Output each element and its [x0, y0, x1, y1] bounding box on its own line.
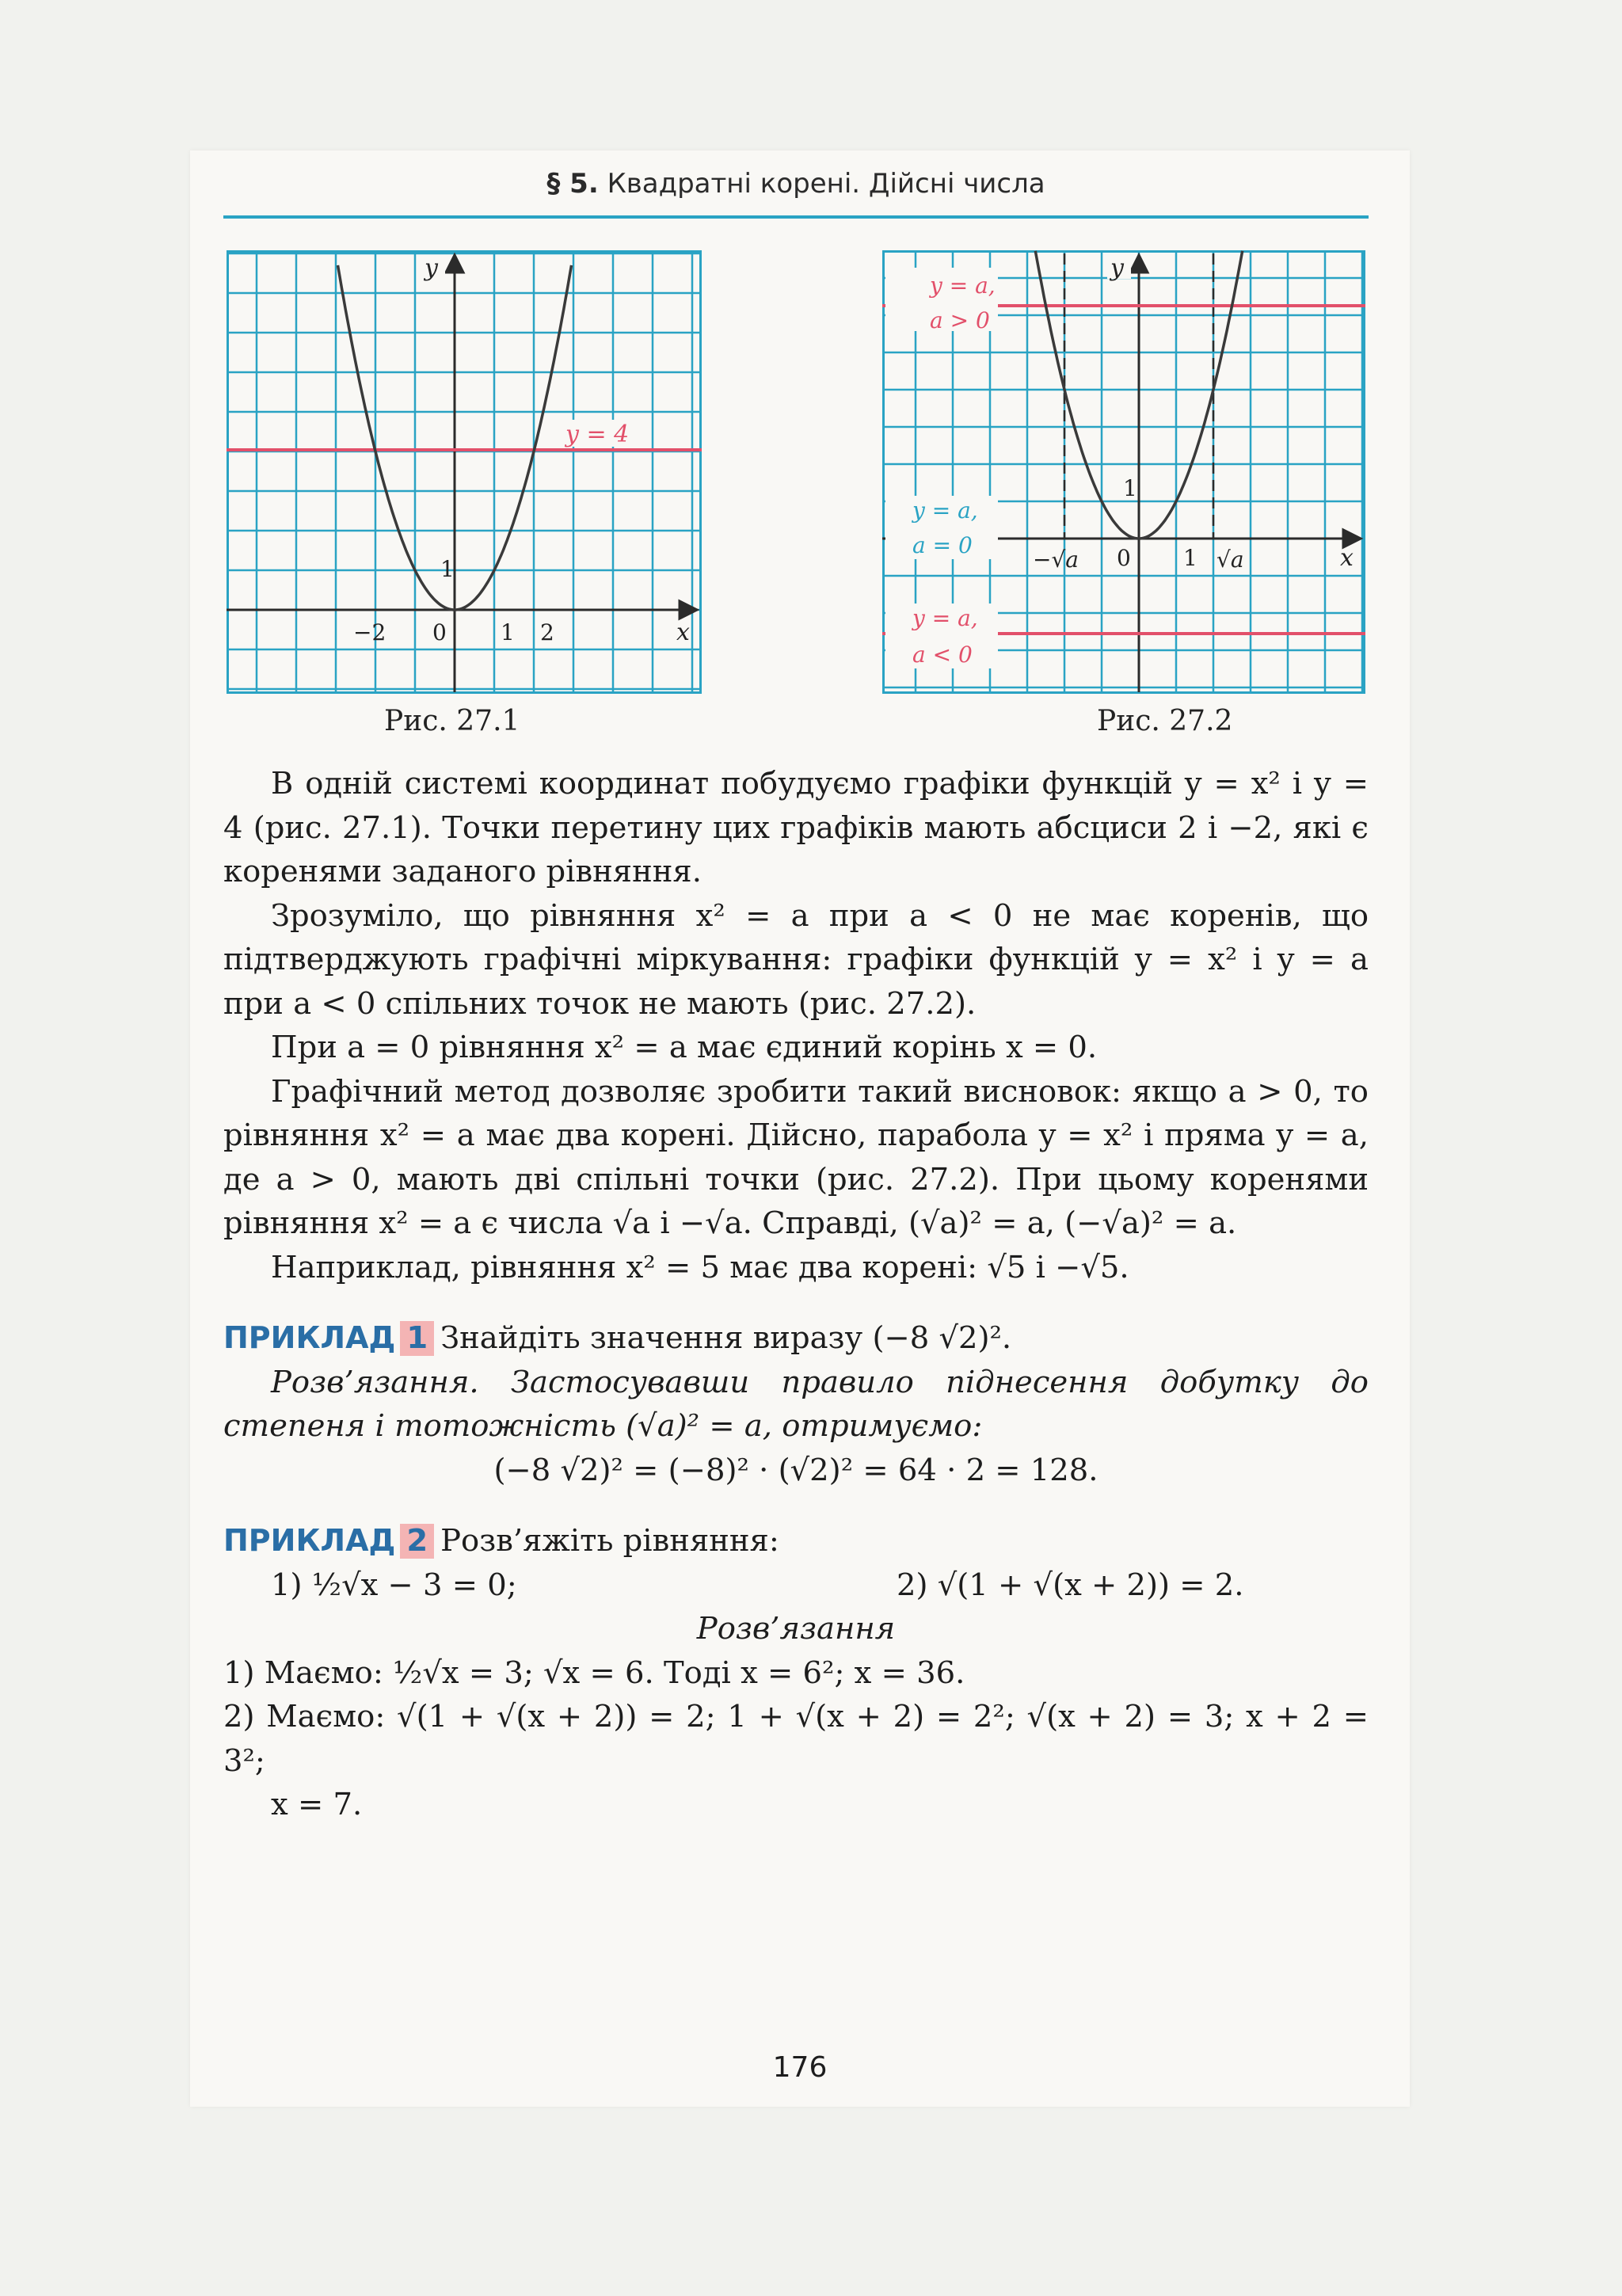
grid: [227, 250, 702, 694]
example-1-header: [223, 1316, 1369, 1361]
solution-2-end: x = 7.: [271, 1787, 363, 1822]
section-title: Квадратні корені. Дійсні числа: [607, 168, 1045, 200]
y-axis-label: y: [425, 254, 438, 282]
label-neg-1: y = a,: [912, 605, 978, 631]
line-label-y4: y = 4: [565, 421, 630, 448]
section-number: § 5.: [546, 168, 599, 200]
header-rule: [223, 215, 1369, 219]
paragraph-3: При a = 0 рівняння x² = a має єдиний корінь x = 0.: [271, 1030, 1098, 1065]
caption-27-1: Рис. 27.1: [384, 705, 520, 737]
figure-27-2: [882, 250, 1365, 694]
tick-neg-sqrt-a: −√a: [1033, 546, 1079, 573]
paragraph-1: В одній системі координат побудуємо графіки функцій y = x² і y = 4 (рис. 27.1). Точки перетину цих графіків мають абсциси 2 і −2, які є коренями заданого рівняння.: [223, 766, 1369, 889]
tick-x-2: 2: [540, 619, 554, 645]
task-1: 1) ½√x − 3 = 0;: [271, 1567, 517, 1603]
tick-one-x: 1: [1183, 545, 1197, 571]
example-label: ПРИКЛАД: [223, 1320, 396, 1355]
figure-27-1: [227, 250, 702, 694]
textbook-page: [190, 150, 1410, 2107]
solution-heading: Розв’язання: [696, 1611, 896, 1647]
label-pos-2: a > 0: [930, 307, 990, 333]
y-axis-label: y: [1110, 254, 1124, 282]
caption-27-2: Рис. 27.2: [1097, 705, 1233, 737]
example-1-solution: Розв’язання. Застосувавши правило піднесення добутку до степеня і тотожність (√a)² = a, отримуємо:: [223, 1364, 1369, 1444]
example-number: 1: [400, 1321, 434, 1356]
label-zero-2: a = 0: [912, 532, 973, 558]
x-axis-label: x: [676, 619, 690, 646]
page-number: 176: [772, 2051, 828, 2084]
tick-pos-sqrt-a: √a: [1216, 546, 1244, 573]
task-2: 2) √(1 + √(x + 2)) = 2.: [897, 1567, 1244, 1603]
solution-1: 1) Маємо: ½√x = 3; √x = 6. Тоді x = 6²; x = 36.: [223, 1654, 965, 1691]
example-2-statement: Розв’яжіть рівняння:: [440, 1523, 779, 1559]
example-1-statement: Знайдіть значення виразу (−8 √2)².: [440, 1320, 1012, 1356]
example-number: 2: [400, 1524, 434, 1559]
tick-origin: 0: [1117, 545, 1131, 571]
label-zero-1: y = a,: [912, 497, 978, 524]
x-axis-label: x: [1340, 544, 1354, 572]
tick-x-1: 1: [501, 619, 515, 645]
paragraph-2: Зрозуміло, що рівняння x² = a при a < 0 не має коренів, що підтверджують графічні міркування: графіки функцій y = x² і y = a при a < 0 спільних точок не мають (рис. 27.2).: [223, 897, 1369, 1022]
solution-2: 2) Маємо: √(1 + √(x + 2)) = 2; 1 + √(x + 2) = 2²; √(x + 2) = 3; x + 2 = 3²;: [223, 1699, 1369, 1779]
page-header: [223, 168, 1369, 200]
tick-one-y: 1: [440, 556, 455, 582]
example-label: ПРИКЛАД: [223, 1523, 396, 1558]
body-text: [223, 762, 1369, 1827]
tick-x-minus-2: −2: [353, 619, 386, 645]
example-2-tasks: [223, 1563, 1369, 1608]
paragraph-4: Графічний метод дозволяє зробити такий висновок: якщо a > 0, то рівняння x² = a має два корені. Дійсно, парабола y = x² і пряма y = a, де a > 0, мають дві спільні точки (рис. 27.2). При цьому коренями рівняння x² = a є числа √a і −√a. Справді, (√a)² = a, (−√a)² = a.: [223, 1073, 1369, 1241]
figure-27-1-graph: [227, 250, 702, 694]
figure-27-2-graph: [882, 250, 1365, 694]
tick-one-y: 1: [1123, 475, 1137, 501]
label-neg-2: a < 0: [912, 642, 973, 668]
example-2-header: [223, 1519, 1369, 1563]
tick-origin: 0: [432, 619, 447, 645]
example-1-formula: (−8 √2)² = (−8)² · (√2)² = 64 · 2 = 128.: [493, 1452, 1098, 1488]
paragraph-5: Наприклад, рівняння x² = 5 має два корені: √5 і −√5.: [271, 1249, 1129, 1285]
label-pos-1: y = a,: [930, 272, 996, 299]
